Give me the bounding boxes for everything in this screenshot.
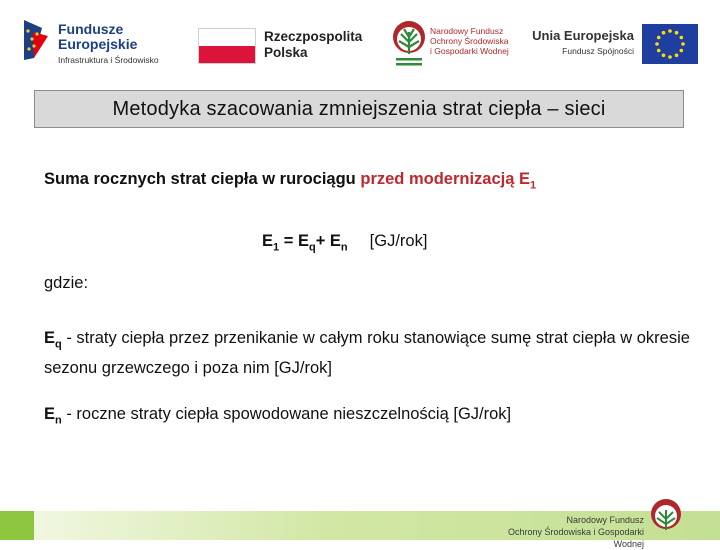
fe-line2: Europejskie (58, 36, 138, 52)
heading-highlight: przed modernizacją $E_1$ (360, 170, 537, 192)
fundusze-europejskie-logo (22, 18, 177, 68)
nf-line1: Narodowy Fundusz (430, 26, 504, 36)
formula-unit: [GJ/rok] (369, 232, 428, 250)
formula-plus: + E (315, 232, 341, 250)
formula: $E_1 = E_q+ E_n$ [GJ/rok] (262, 232, 428, 254)
polish-flag-icon (198, 28, 256, 64)
definition-en: $E_n$ - roczne straty ciepła spowodowane nieszczelnością [GJ/rok] (44, 405, 512, 427)
footer-line1: Narodowy Fundusz (566, 515, 644, 525)
nf-line3: i Gospodarki Wodnej (430, 46, 509, 56)
eu-flag-icon (642, 24, 698, 64)
rzeczpospolita-polska-logo (198, 26, 368, 66)
slide-title: Metodyka szacowania zmniejszenia strat ciepła – sieci (34, 90, 684, 128)
definition-eq: $E_q$ - straty ciepła przez przenikanie w całym roku stanowiące sumę strat ciepła w okresie sezonu grzewczego i poza nim [GJ/rok] (44, 329, 690, 378)
fe-line3: Infrastruktura i Środowisko (58, 55, 159, 65)
formula-e1: E (262, 232, 274, 250)
ue-line1: Unia Europejska (532, 28, 634, 43)
definition-en-text: - roczne straty ciepła spowodowane nieszczelnością [GJ/rok] (61, 405, 512, 423)
formula-eq: = E (279, 232, 309, 250)
footer-square (0, 511, 34, 540)
footer-line2: Ochrony Środowiska i Gospodarki Wodnej (507, 527, 644, 549)
definition-eq-text: - straty ciepła przez przenikanie w całym roku stanowiące sumę strat ciepła w okresie sezonu grzewczego i poza nim [GJ/rok] (44, 329, 690, 378)
logo-bar (0, 0, 720, 80)
heading-text: Suma rocznych strat ciepła w rurociągu (44, 170, 361, 188)
rp-line1: Rzeczpospolita (264, 29, 363, 44)
nfosigw-tree-icon (648, 498, 684, 536)
heading (44, 170, 536, 191)
unia-europejska-logo (528, 24, 698, 68)
ue-line2: Fundusz Spójności (562, 46, 634, 56)
fe-line1: Fundusze (58, 21, 124, 37)
eu-funds-flag-icon (22, 18, 50, 62)
nf-line2: Ochrony Środowiska (430, 36, 509, 46)
rp-line2: Polska (264, 45, 308, 60)
nfosigw-tree-icon (392, 20, 426, 68)
footer-text (480, 514, 644, 550)
gdzie-label: gdzie: (44, 274, 89, 292)
nfosigw-logo (392, 20, 512, 70)
